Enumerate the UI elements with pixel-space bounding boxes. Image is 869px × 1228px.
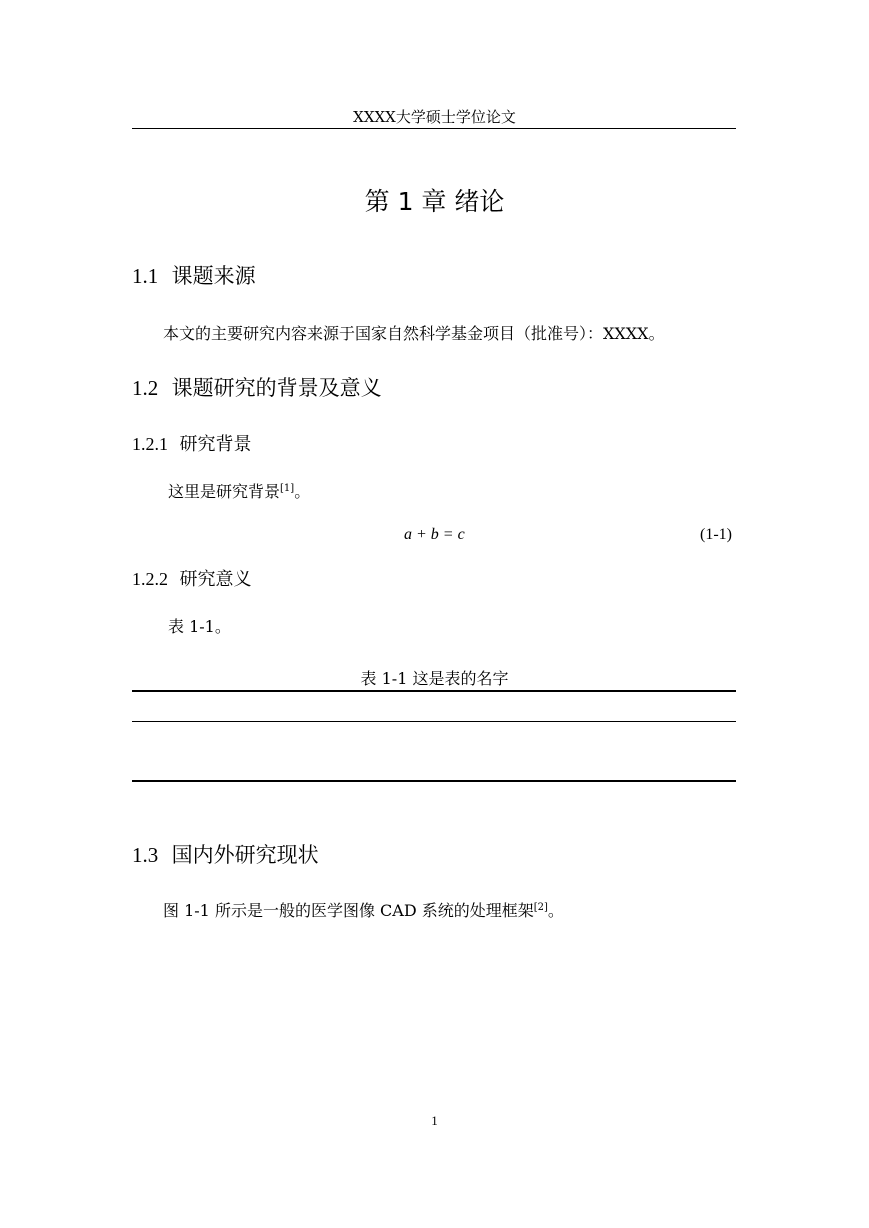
table-top-rule [132,690,736,692]
citation-ref[interactable]: [1] [280,483,295,494]
section-title: 课题研究的背景及意义 [171,376,382,400]
subsection-title: 研究背景 [179,434,252,455]
section-heading-1-1 [132,262,256,290]
subsection-number: 1.2.1 [132,434,168,454]
paragraph-project-source: 本文的主要研究内容来源于国家自然科学基金项目（批准号）：XXXX。 [163,324,665,343]
page-number: 1 [431,1113,438,1128]
paragraph-research-status [163,900,564,922]
table-caption: 表 1-1 这是表的名字 [360,669,509,688]
subsection-heading-1-2-1 [132,432,251,457]
equation-number: (1-1) [700,526,732,543]
paragraph-end: 。 [294,482,311,501]
running-header: XXXX大学硕士学位论文 [353,108,516,126]
subsection-number: 1.2.2 [132,569,168,589]
table-bottom-rule [132,780,736,782]
header-divider [132,128,736,129]
section-title: 课题来源 [171,264,256,288]
table-header-rule [132,721,736,722]
paragraph-significance: 表 1-1。 [168,617,231,636]
section-number: 1.3 [132,843,159,867]
section-number: 1.2 [132,376,159,400]
equation: a + b = c [404,526,465,543]
chapter-title: 第 1 章 绪论 [364,187,505,216]
section-title: 国内外研究现状 [171,843,319,867]
paragraph-text: 这里是研究背景 [168,482,281,501]
paragraph-end: 。 [547,901,564,920]
citation-ref[interactable]: [2] [533,902,548,913]
paragraph-text: 图 1-1 所示是一般的医学图像 CAD 系统的处理框架 [163,901,534,920]
section-heading-1-2 [132,374,382,402]
paragraph-background [168,481,310,503]
section-number: 1.1 [132,264,159,288]
section-heading-1-3 [132,841,319,869]
subsection-heading-1-2-2 [132,567,251,592]
subsection-title: 研究意义 [179,569,252,590]
